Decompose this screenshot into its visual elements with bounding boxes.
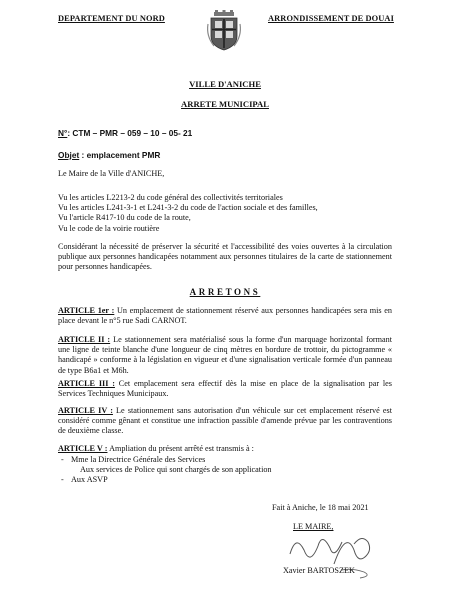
legal-reference-line: Vu les articles L241-3-1 et L241-3-2 du code de l'action sociale et des familles, (58, 203, 318, 213)
article-label: ARTICLE III : (58, 379, 115, 388)
legal-reference-line: Vu le code de la voirie routière (58, 223, 160, 233)
article-3 (58, 379, 392, 399)
arretons-heading: ARRETONS (189, 287, 261, 297)
arrondissement-header: ARRONDISSEMENT DE DOUAI (268, 14, 394, 23)
date-place-line: Fait à Aniche, le 18 mai 2021 (272, 503, 369, 512)
subject-value: : emplacement PMR (79, 150, 161, 160)
article-text: Cet emplacement sera effectif dès la mise en place de la signalisation par les Services Techniques Municipaux. (58, 379, 392, 399)
article-label: ARTICLE 1er : (58, 306, 115, 315)
department-header: DEPARTEMENT DU NORD (58, 14, 165, 23)
article-text: Ampliation du présent arrêté est transmis à : (107, 444, 254, 453)
article-label: ARTICLE V : (58, 444, 108, 453)
article-1 (58, 306, 392, 326)
legal-references (58, 193, 392, 234)
article-label: ARTICLE IV : (58, 406, 113, 415)
reference-number (58, 128, 192, 138)
legal-reference-line: Vu l'article R417-10 du code de la route, (58, 213, 191, 223)
list-item: Aux services de Police qui sont chargés de son application (80, 465, 272, 475)
ampliation-list (58, 455, 272, 486)
reference-label: N° (58, 128, 68, 138)
article-5 (58, 444, 392, 454)
reference-value: : CTM – PMR – 059 – 10 – 05- 21 (67, 128, 193, 138)
article-text: Le stationnement sera matérialisé sous la forme d'un marquage horizontal formant une ligne de teinte blanche d'une longueur de cinq mètres en bordure de trottoir, du pictogramme « handicapé » conforme à la législation en vigueur et d'une signalisation verticale formée d'un panneau de type B6a1 et M6h. (58, 335, 393, 375)
subject-line (58, 150, 160, 160)
city-title: VILLE D'ANICHE (189, 79, 261, 89)
subject-label: Objet (58, 150, 80, 160)
article-4 (58, 406, 392, 437)
article-text: Un emplacement de stationnement réservé aux personnes handicapées sera mis en place devant le n°5 rue Sadi CARNOT. (58, 306, 392, 326)
article-2 (58, 335, 392, 376)
article-text: Le stationnement sans autorisation d'un véhicule sur cet emplacement réservé est considéré comme gênant et constitue une infraction passible d'amende prévue par les contraventions de deuxième classe. (58, 406, 392, 436)
list-item: - Mme la Directrice Générale des Services (58, 455, 272, 465)
mayor-line: Le Maire de la Ville d'ANICHE, (58, 169, 165, 178)
considerant-paragraph: Considérant la nécessité de préserver la sécurité et l'accessibilité des voies ouvertes à la circulation publique aux personnes handicapées notamment aux personnes titulaires de la carte de stationnement pour personnes handicapées. (58, 242, 392, 272)
mayor-name: Xavier BARTOSZEK (283, 566, 355, 575)
mayor-title: LE MAIRE, (293, 522, 334, 531)
decree-title: ARRETE MUNICIPAL (181, 99, 269, 109)
legal-reference-line: Vu les articles L2213-2 du code général des collectivités territoriales (58, 193, 283, 202)
coat-of-arms-icon (205, 10, 243, 52)
article-label: ARTICLE II : (58, 335, 111, 344)
list-item: - Aux ASVP (58, 475, 272, 485)
